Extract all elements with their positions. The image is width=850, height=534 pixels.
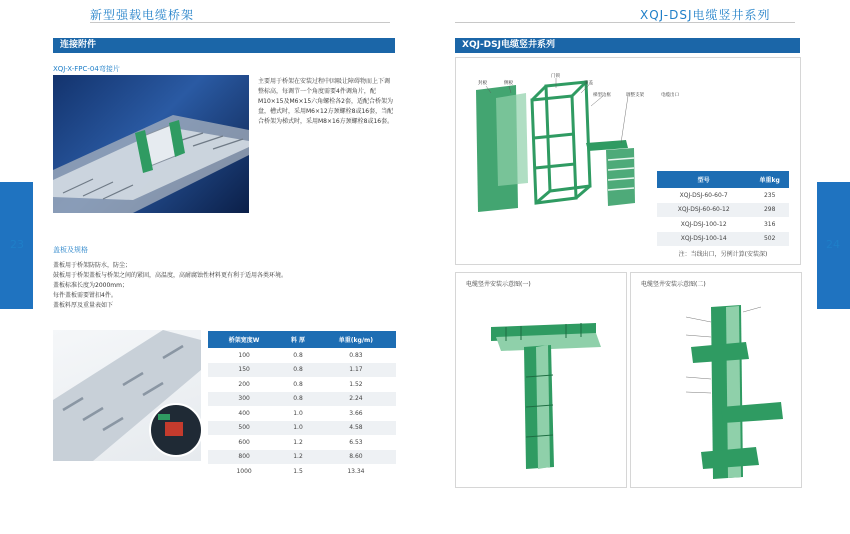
table-cell: 600 <box>238 438 250 446</box>
shaft-illustration <box>456 58 656 258</box>
cover-photo <box>53 330 201 461</box>
cover-title: 盖板及规格 <box>53 246 88 254</box>
left-page-number: 23 <box>10 238 24 251</box>
connector-subtitle: XQJ-X-FPC-04弯接片 <box>53 65 120 73</box>
table-cell: 1.0 <box>280 421 316 436</box>
shaft-spec-table <box>657 171 789 261</box>
shaft-label: 梯型边框 <box>593 93 611 98</box>
diagram-a-panel <box>455 272 627 488</box>
table-row <box>208 464 396 479</box>
table-cell: 800 <box>208 450 280 465</box>
shaft-label: 顶盖 <box>584 81 593 86</box>
table-cell: 0.83 <box>349 351 363 359</box>
table-cell: 300 <box>208 392 280 407</box>
table-row <box>657 246 789 261</box>
right-page-number: 24 <box>826 238 840 251</box>
cover-line: 盖板标准长度为2000mm； <box>53 282 128 289</box>
table-cell: 1000 <box>236 467 252 475</box>
diagram-b-title: 电缆竖井安装示意图(二) <box>641 281 706 288</box>
shaft-label: 门锁 <box>551 74 560 79</box>
table-cell: 235 <box>763 191 776 199</box>
table-cell: XQJ-DSJ-60-60-12 <box>657 203 750 218</box>
cover-line: 盖板料厚及重量表如下 <box>53 302 114 309</box>
table-row <box>208 348 396 363</box>
table-cell: 1.5 <box>293 467 303 475</box>
table-cell: 150 <box>208 363 280 378</box>
cover-text <box>53 261 393 311</box>
table-header: 单重(kg/m) <box>316 331 396 348</box>
cover-spec-table <box>208 331 396 479</box>
table-cell: 1.2 <box>293 438 303 446</box>
table-cell: 1.2 <box>280 450 316 465</box>
table-header: 型号 <box>657 171 750 188</box>
right-header-line <box>455 22 795 23</box>
shaft-panel <box>455 57 801 265</box>
table-cell: 0.8 <box>293 351 303 359</box>
table-cell: XQJ-DSJ-100-14 <box>657 232 750 247</box>
table-cell: 500 <box>208 421 280 436</box>
table-header: 单重kg <box>750 171 789 188</box>
table-cell: 1.52 <box>349 380 363 388</box>
left-header-title: 新型强载电缆桥架 <box>90 8 195 22</box>
cover-line: 鼓板用于桥架盖板与桥架之间的紧固，高温度，高耐腐蚀性材料更有利于适用各类环境。 <box>53 272 288 279</box>
table-cell: 0.8 <box>293 380 303 388</box>
table-cell: 8.60 <box>316 450 396 465</box>
table-row <box>208 392 396 407</box>
table-cell: 3.66 <box>349 409 363 417</box>
table-header: 桥架宽度W <box>208 331 280 348</box>
table-row <box>208 450 396 465</box>
shaft-label: 侧板 <box>504 81 513 86</box>
left-header-line <box>90 22 390 23</box>
shaft-label: 电缆出口 <box>661 93 679 98</box>
table-row <box>208 406 396 421</box>
table-row <box>208 421 396 436</box>
left-section-bar: 连接附件 <box>53 38 395 53</box>
connector-description: 主要用于桥架在安装过程中因吸让障碍物而上下调整标高，每调节一个角度需要4件调角片，配M10×15及M6×15六角螺栓各2套，适配合桥架为盘，槽式时，采用M6×12方颈螺栓8或16套，当配合桥架为梯式时，采用M8×16方颈螺栓8或16套。 <box>258 78 394 125</box>
cover-illustration <box>53 330 201 461</box>
table-cell: 6.53 <box>349 438 363 446</box>
shaft-label: 调整支架 <box>626 93 644 98</box>
table-row <box>208 363 396 378</box>
diagram-b-illustration <box>631 287 801 487</box>
table-cell: 0.8 <box>280 392 316 407</box>
table-row <box>208 377 396 392</box>
table-cell: 1.17 <box>316 363 396 378</box>
shaft-label: 封板 <box>478 81 487 86</box>
table-cell: 400 <box>238 409 250 417</box>
table-cell: 1.0 <box>293 409 303 417</box>
table-cell: 502 <box>750 232 789 247</box>
table-cell: 2.24 <box>316 392 396 407</box>
connector-photo <box>53 75 249 213</box>
table-cell: XQJ-DSJ-60-60-7 <box>679 191 728 199</box>
table-note: 注：当线出口，另例计算(安装深) <box>678 250 768 258</box>
table-row <box>208 435 396 450</box>
table-cell: 13.34 <box>347 467 365 475</box>
right-section-bar: XQJ-DSJ电缆竖井系列 <box>455 38 800 53</box>
diagram-a-illustration <box>456 287 626 487</box>
table-cell: 298 <box>750 203 789 218</box>
cover-line: 盖板用于桥架防防水，防尘； <box>53 262 132 269</box>
diagram-a-title: 电缆竖井安装示意图(一) <box>466 281 531 288</box>
table-header: 料 厚 <box>280 331 316 348</box>
cover-line: 每件盖板需要钳扣4件。 <box>53 292 117 299</box>
table-row <box>657 232 789 247</box>
table-row <box>657 188 789 203</box>
table-cell: 200 <box>238 380 250 388</box>
table-cell: 100 <box>238 351 250 359</box>
diagram-b-panel <box>630 272 802 488</box>
connector-illustration <box>53 75 249 213</box>
table-row <box>657 217 789 232</box>
table-cell: 316 <box>763 220 776 228</box>
right-header-title: XQJ-DSJ电缆竖井系列 <box>640 8 771 22</box>
table-row <box>657 203 789 218</box>
table-cell: 4.58 <box>316 421 396 436</box>
table-cell: 0.8 <box>280 363 316 378</box>
table-cell: XQJ-DSJ-100-12 <box>680 220 727 228</box>
